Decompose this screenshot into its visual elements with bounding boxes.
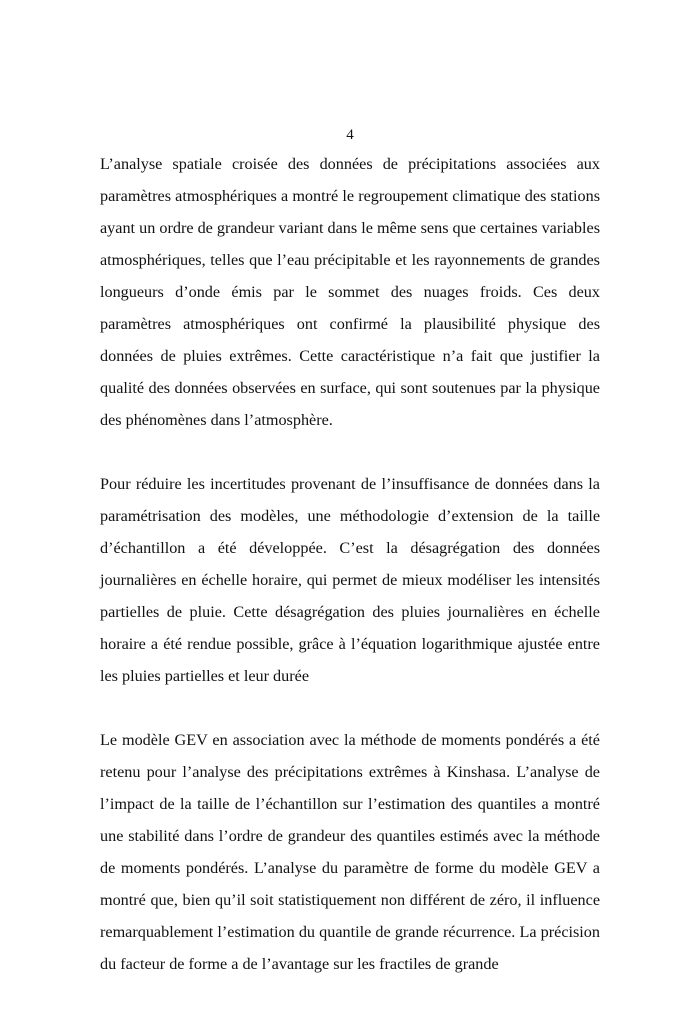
page-number: 4	[346, 127, 354, 143]
paragraph-uncertainty-reduction: Pour réduire les incertitudes provenant de l’insuffisance de données dans la paramétrisation des modèles, une méthodologie d’extension de la taille d’échantillon a été développée. C’est la désagrégation des données journalières en échelle horaire, qui permet de mieux modéliser les intensités partielles de pluie. Cette désagrégation des pluies journalières en échelle horaire a été rendue possible, grâce à l’équation logarithmique ajustée entre les pluies partielles et leur durée	[100, 475, 600, 685]
paragraph-spatial-analysis: L’analyse spatiale croisée des données de précipitations associées aux paramètres atmosphériques a montré le regroupement climatique des stations ayant un ordre de grandeur variant dans le même sens que certaines variables atmosphériques, telles que l’eau précipitable et les rayonnements de grandes longueurs d’onde émis par le sommet des nuages froids. Ces deux paramètres atmosphériques ont confirmé la plausibilité physique des données de pluies extrêmes. Cette caractéristique n’a fait que justifier la qualité des données observées en surface, qui sont soutenues par la physique des phénomènes dans l’atmosphère.	[100, 155, 600, 429]
body-text	[100, 148, 600, 980]
paragraph-gev-model: Le modèle GEV en association avec la méthode de moments pondérés a été retenu pour l’analyse des précipitations extrêmes à Kinshasa. L’analyse de l’impact de la taille de l’échantillon sur l’estimation des quantiles a montré une stabilité dans l’ordre de grandeur des quantiles estimés avec la méthode de moments pondérés. L’analyse du paramètre de forme du modèle GEV a montré que, bien qu’il soit statistiquement non différent de zéro, il influence remarquablement l’estimation du quantile de grande récurrence. La précision du facteur de forme a de l’avantage sur les fractiles de grande	[100, 731, 600, 973]
